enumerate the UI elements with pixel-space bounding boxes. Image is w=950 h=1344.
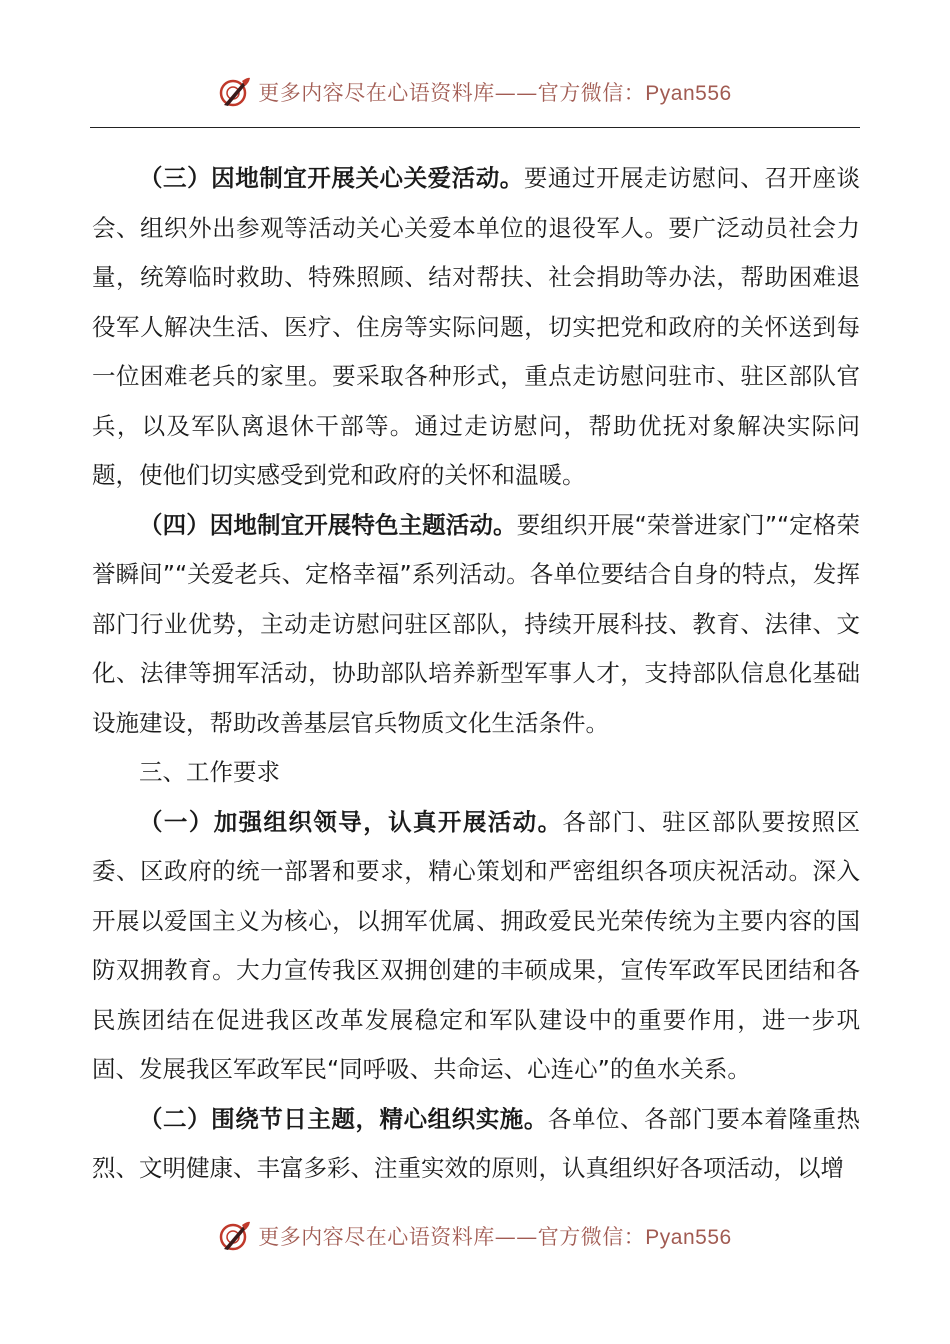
footer-banner [0,1214,950,1258]
paragraph-title: （二）围绕节日主题，精心组织实施。 [139,1104,548,1133]
quill-logo-icon [218,1219,252,1253]
paragraph-text: 要组织开展“荣誉进家门”“定格荣誉瞬间”“关爱老兵、定格幸福”系列活动。各单位要结合自身的特点，发挥部门行业优势，主动走访慰问驻区部队，持续开展科技、教育、法律、文化、法律等拥军活动，协助部队培养新型军事人才，支持部队信息化基础设施建设，帮助改善基层官兵物质文化生活条件。 [92,510,861,737]
paragraph-text: 各部门、驻区部队要按照区委、区政府的统一部署和要求，精心策划和严密组织各项庆祝活动。深入开展以爱国主义为核心，以拥军优属、拥政爱民光荣传统为主要内容的国防双拥教育。大力宣传我区双拥创建的丰硕成果，宣传军政军民团结和各民族团结在促进我区改革发展稳定和军队建设中的重要作用，进一步巩固、发展我区军政军民“同呼吸、共命运、心连心”的鱼水关系。 [92,807,861,1083]
paragraph-title: （四）因地制宜开展特色主题活动。 [139,510,517,539]
paragraph-care-activities [92,154,860,501]
quill-logo-icon [218,75,252,109]
paragraph-text: 要通过开展走访慰问、召开座谈会、组织外出参观等活动关心关爱本单位的退役军人。要广泛动员社会力量，统筹临时救助、特殊照顾、结对帮扶、社会捐助等办法，帮助困难退役军人解决生活、医疗、住房等实际问题，切实把党和政府的关怀送到每一位困难老兵的家里。要采取各种形式，重点走访慰问驻市、驻区部队官兵，以及军队离退休干部等。通过走访慰问，帮助优抚对象解决实际问题，使他们切实感受到党和政府的关怀和温暖。 [92,164,861,489]
paragraph-organization-leadership [92,798,860,1095]
header-divider [90,127,860,128]
paragraph-title: （一）加强组织领导，认真开展活动。 [139,807,563,836]
paragraph-holiday-theme [92,1095,860,1194]
section-heading-work-requirements: 三、工作要求 [139,758,280,786]
document-body [92,154,860,1194]
paragraph-text: 各单位、各部门要本着隆重热烈、文明健康、丰富多彩、注重实效的原则，认真组织好各项活动，以增 [92,1104,861,1182]
header-banner-text: 更多内容尽在心语资料库——官方微信：Pyan556 [258,81,732,105]
paragraph-theme-activities [92,501,860,749]
header-banner [0,70,950,114]
paragraph-title: （三）因地制宜开展关心关爱活动。 [139,164,524,192]
footer-banner-text: 更多内容尽在心语资料库——官方微信：Pyan556 [258,1225,732,1249]
